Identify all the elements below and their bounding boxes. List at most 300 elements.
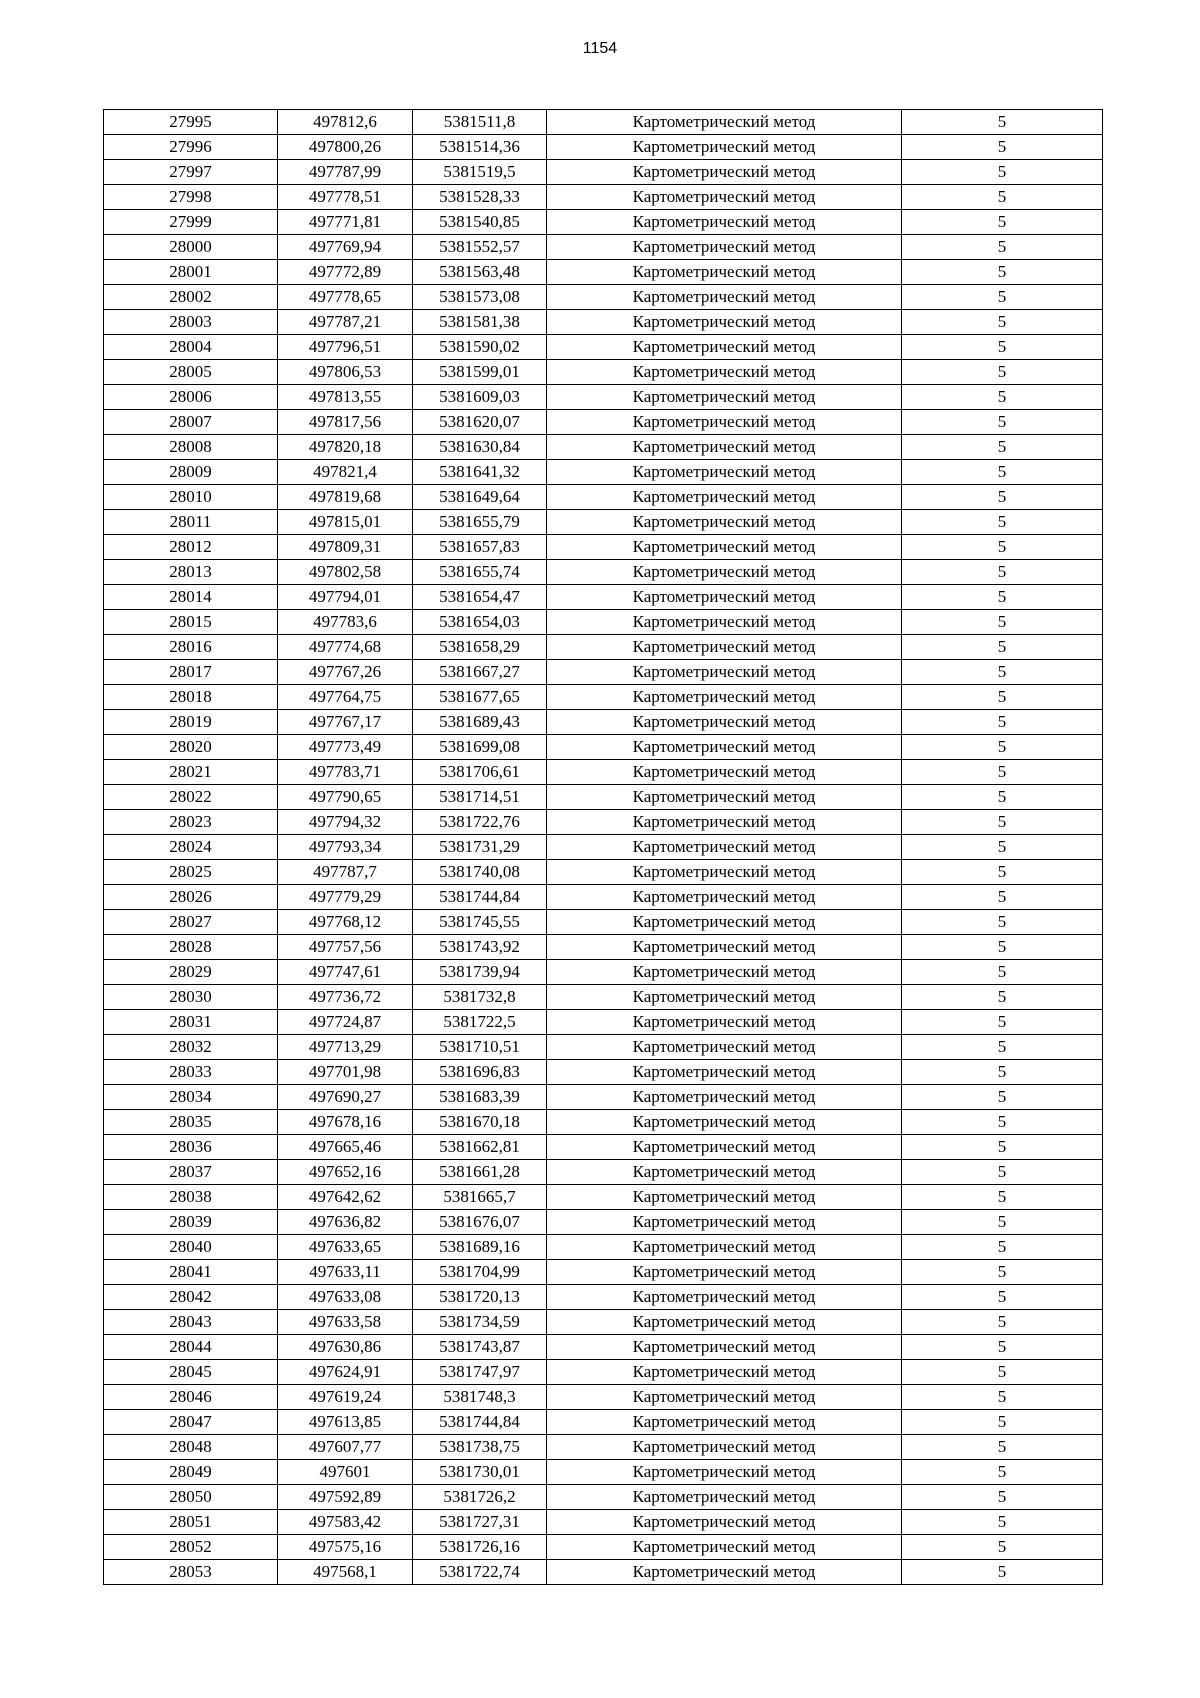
accuracy-cell: 5 [902,485,1103,510]
x-coordinate-cell: 497575,16 [278,1535,413,1560]
y-coordinate-cell: 5381519,5 [413,160,547,185]
accuracy-cell: 5 [902,1535,1103,1560]
method-cell: Картометрический метод [547,185,902,210]
point-number-cell: 28028 [104,935,278,960]
table-row [104,910,1103,935]
accuracy-cell: 5 [902,785,1103,810]
y-coordinate-cell: 5381743,87 [413,1335,547,1360]
table-row [104,1310,1103,1335]
method-cell: Картометрический метод [547,1485,902,1510]
point-number-cell: 28020 [104,735,278,760]
x-coordinate-cell: 497630,86 [278,1335,413,1360]
method-cell: Картометрический метод [547,1260,902,1285]
point-number-cell: 28006 [104,385,278,410]
x-coordinate-cell: 497678,16 [278,1110,413,1135]
table-row [104,935,1103,960]
accuracy-cell: 5 [902,635,1103,660]
x-coordinate-cell: 497713,29 [278,1035,413,1060]
point-number-cell: 28033 [104,1060,278,1085]
point-number-cell: 28012 [104,535,278,560]
table-row [104,385,1103,410]
table-row [104,860,1103,885]
x-coordinate-cell: 497665,46 [278,1135,413,1160]
y-coordinate-cell: 5381654,47 [413,585,547,610]
x-coordinate-cell: 497819,68 [278,485,413,510]
method-cell: Картометрический метод [547,535,902,560]
table-row [104,1485,1103,1510]
table-row [104,560,1103,585]
table-row [104,210,1103,235]
table-row [104,960,1103,985]
accuracy-cell: 5 [902,1060,1103,1085]
method-cell: Картометрический метод [547,210,902,235]
accuracy-cell: 5 [902,935,1103,960]
y-coordinate-cell: 5381689,43 [413,710,547,735]
accuracy-cell: 5 [902,1160,1103,1185]
method-cell: Картометрический метод [547,1235,902,1260]
y-coordinate-cell: 5381726,2 [413,1485,547,1510]
x-coordinate-cell: 497624,91 [278,1360,413,1385]
table-row [104,1060,1103,1085]
point-number-cell: 28038 [104,1185,278,1210]
point-number-cell: 28042 [104,1285,278,1310]
table-row [104,585,1103,610]
point-number-cell: 28019 [104,710,278,735]
method-cell: Картометрический метод [547,1035,902,1060]
method-cell: Картометрический метод [547,585,902,610]
accuracy-cell: 5 [902,860,1103,885]
table-row [104,260,1103,285]
table-row [104,1435,1103,1460]
accuracy-cell: 5 [902,1210,1103,1235]
x-coordinate-cell: 497601 [278,1460,413,1485]
x-coordinate-cell: 497771,81 [278,210,413,235]
table-row [104,1235,1103,1260]
point-number-cell: 28003 [104,310,278,335]
table-row [104,1135,1103,1160]
table-row [104,235,1103,260]
accuracy-cell: 5 [902,1360,1103,1385]
accuracy-cell: 5 [902,885,1103,910]
method-cell: Картометрический метод [547,835,902,860]
method-cell: Картометрический метод [547,1535,902,1560]
accuracy-cell: 5 [902,1260,1103,1285]
method-cell: Картометрический метод [547,360,902,385]
accuracy-cell: 5 [902,1310,1103,1335]
table-row [104,1510,1103,1535]
point-number-cell: 28002 [104,285,278,310]
table-row [104,135,1103,160]
point-number-cell: 28036 [104,1135,278,1160]
accuracy-cell: 5 [902,835,1103,860]
method-cell: Картометрический метод [547,135,902,160]
point-number-cell: 28010 [104,485,278,510]
accuracy-cell: 5 [902,760,1103,785]
accuracy-cell: 5 [902,810,1103,835]
method-cell: Картометрический метод [547,1310,902,1335]
x-coordinate-cell: 497633,08 [278,1285,413,1310]
x-coordinate-cell: 497764,75 [278,685,413,710]
x-coordinate-cell: 497701,98 [278,1060,413,1085]
method-cell: Картометрический метод [547,1010,902,1035]
y-coordinate-cell: 5381599,01 [413,360,547,385]
method-cell: Картометрический метод [547,1160,902,1185]
point-number-cell: 28011 [104,510,278,535]
y-coordinate-cell: 5381657,83 [413,535,547,560]
x-coordinate-cell: 497815,01 [278,510,413,535]
y-coordinate-cell: 5381662,81 [413,1135,547,1160]
x-coordinate-cell: 497724,87 [278,1010,413,1035]
y-coordinate-cell: 5381590,02 [413,335,547,360]
point-number-cell: 28043 [104,1310,278,1335]
x-coordinate-cell: 497633,11 [278,1260,413,1285]
point-number-cell: 28044 [104,1335,278,1360]
table-row [104,285,1103,310]
point-number-cell: 27998 [104,185,278,210]
table-row [104,685,1103,710]
table-row [104,1010,1103,1035]
point-number-cell: 28045 [104,1360,278,1385]
method-cell: Картометрический метод [547,1135,902,1160]
point-number-cell: 28024 [104,835,278,860]
accuracy-cell: 5 [902,1560,1103,1585]
x-coordinate-cell: 497747,61 [278,960,413,985]
method-cell: Картометрический метод [547,385,902,410]
point-number-cell: 28018 [104,685,278,710]
method-cell: Картометрический метод [547,110,902,135]
point-number-cell: 28047 [104,1410,278,1435]
point-number-cell: 28023 [104,810,278,835]
y-coordinate-cell: 5381699,08 [413,735,547,760]
accuracy-cell: 5 [902,1235,1103,1260]
y-coordinate-cell: 5381738,75 [413,1435,547,1460]
y-coordinate-cell: 5381511,8 [413,110,547,135]
x-coordinate-cell: 497802,58 [278,560,413,585]
table-row [104,610,1103,635]
point-number-cell: 28009 [104,460,278,485]
method-cell: Картометрический метод [547,285,902,310]
accuracy-cell: 5 [902,385,1103,410]
table-row [104,110,1103,135]
y-coordinate-cell: 5381655,74 [413,560,547,585]
table-row [104,1185,1103,1210]
table-row [104,1335,1103,1360]
accuracy-cell: 5 [902,1460,1103,1485]
y-coordinate-cell: 5381706,61 [413,760,547,785]
accuracy-cell: 5 [902,335,1103,360]
x-coordinate-cell: 497592,89 [278,1485,413,1510]
y-coordinate-cell: 5381740,08 [413,860,547,885]
point-number-cell: 28039 [104,1210,278,1235]
table-row [104,185,1103,210]
accuracy-cell: 5 [902,435,1103,460]
y-coordinate-cell: 5381734,59 [413,1310,547,1335]
x-coordinate-cell: 497793,34 [278,835,413,860]
method-cell: Картометрический метод [547,885,902,910]
x-coordinate-cell: 497796,51 [278,335,413,360]
x-coordinate-cell: 497690,27 [278,1085,413,1110]
y-coordinate-cell: 5381677,65 [413,685,547,710]
method-cell: Картометрический метод [547,485,902,510]
accuracy-cell: 5 [902,1335,1103,1360]
x-coordinate-cell: 497568,1 [278,1560,413,1585]
point-number-cell: 28017 [104,660,278,685]
x-coordinate-cell: 497787,99 [278,160,413,185]
y-coordinate-cell: 5381620,07 [413,410,547,435]
method-cell: Картометрический метод [547,510,902,535]
x-coordinate-cell: 497642,62 [278,1185,413,1210]
accuracy-cell: 5 [902,1085,1103,1110]
y-coordinate-cell: 5381689,16 [413,1235,547,1260]
point-number-cell: 28048 [104,1435,278,1460]
accuracy-cell: 5 [902,185,1103,210]
accuracy-cell: 5 [902,110,1103,135]
point-number-cell: 28035 [104,1110,278,1135]
method-cell: Картометрический метод [547,335,902,360]
point-number-cell: 28031 [104,1010,278,1035]
method-cell: Картометрический метод [547,1210,902,1235]
method-cell: Картометрический метод [547,1285,902,1310]
accuracy-cell: 5 [902,135,1103,160]
accuracy-cell: 5 [902,960,1103,985]
y-coordinate-cell: 5381722,76 [413,810,547,835]
method-cell: Картометрический метод [547,960,902,985]
method-cell: Картометрический метод [547,435,902,460]
method-cell: Картометрический метод [547,785,902,810]
table-row [104,810,1103,835]
point-number-cell: 28026 [104,885,278,910]
table-row [104,760,1103,785]
accuracy-cell: 5 [902,1435,1103,1460]
table-row [104,435,1103,460]
table-row [104,1460,1103,1485]
table-row [104,460,1103,485]
x-coordinate-cell: 497633,58 [278,1310,413,1335]
y-coordinate-cell: 5381540,85 [413,210,547,235]
y-coordinate-cell: 5381658,29 [413,635,547,660]
accuracy-cell: 5 [902,560,1103,585]
x-coordinate-cell: 497812,6 [278,110,413,135]
accuracy-cell: 5 [902,410,1103,435]
table-row [104,485,1103,510]
y-coordinate-cell: 5381665,7 [413,1185,547,1210]
method-cell: Картометрический метод [547,1185,902,1210]
accuracy-cell: 5 [902,360,1103,385]
method-cell: Картометрический метод [547,735,902,760]
point-number-cell: 28053 [104,1560,278,1585]
point-number-cell: 28000 [104,235,278,260]
y-coordinate-cell: 5381744,84 [413,885,547,910]
method-cell: Картометрический метод [547,810,902,835]
x-coordinate-cell: 497633,65 [278,1235,413,1260]
point-number-cell: 28049 [104,1460,278,1485]
point-number-cell: 28037 [104,1160,278,1185]
method-cell: Картометрический метод [547,860,902,885]
x-coordinate-cell: 497809,31 [278,535,413,560]
accuracy-cell: 5 [902,1285,1103,1310]
point-number-cell: 27996 [104,135,278,160]
point-number-cell: 28013 [104,560,278,585]
table-row [104,1260,1103,1285]
point-number-cell: 28034 [104,1085,278,1110]
method-cell: Картометрический метод [547,635,902,660]
accuracy-cell: 5 [902,1035,1103,1060]
method-cell: Картометрический метод [547,910,902,935]
y-coordinate-cell: 5381722,74 [413,1560,547,1585]
accuracy-cell: 5 [902,285,1103,310]
table-row [104,885,1103,910]
x-coordinate-cell: 497820,18 [278,435,413,460]
point-number-cell: 28007 [104,410,278,435]
x-coordinate-cell: 497773,49 [278,735,413,760]
point-number-cell: 28005 [104,360,278,385]
x-coordinate-cell: 497787,21 [278,310,413,335]
y-coordinate-cell: 5381730,01 [413,1460,547,1485]
table-body [104,110,1103,1585]
table-row [104,1085,1103,1110]
y-coordinate-cell: 5381710,51 [413,1035,547,1060]
x-coordinate-cell: 497794,01 [278,585,413,610]
x-coordinate-cell: 497607,77 [278,1435,413,1460]
method-cell: Картометрический метод [547,1435,902,1460]
y-coordinate-cell: 5381747,97 [413,1360,547,1385]
x-coordinate-cell: 497800,26 [278,135,413,160]
y-coordinate-cell: 5381514,36 [413,135,547,160]
x-coordinate-cell: 497767,26 [278,660,413,685]
table-row [104,1560,1103,1585]
method-cell: Картометрический метод [547,1510,902,1535]
x-coordinate-cell: 497783,71 [278,760,413,785]
method-cell: Картометрический метод [547,610,902,635]
y-coordinate-cell: 5381704,99 [413,1260,547,1285]
table-row [104,1110,1103,1135]
x-coordinate-cell: 497772,89 [278,260,413,285]
point-number-cell: 28040 [104,1235,278,1260]
table-row [104,360,1103,385]
accuracy-cell: 5 [902,535,1103,560]
y-coordinate-cell: 5381714,51 [413,785,547,810]
y-coordinate-cell: 5381732,8 [413,985,547,1010]
y-coordinate-cell: 5381727,31 [413,1510,547,1535]
x-coordinate-cell: 497779,29 [278,885,413,910]
table-row [104,660,1103,685]
method-cell: Картометрический метод [547,1560,902,1585]
y-coordinate-cell: 5381670,18 [413,1110,547,1135]
y-coordinate-cell: 5381654,03 [413,610,547,635]
x-coordinate-cell: 497787,7 [278,860,413,885]
x-coordinate-cell: 497736,72 [278,985,413,1010]
method-cell: Картометрический метод [547,260,902,285]
method-cell: Картометрический метод [547,685,902,710]
method-cell: Картометрический метод [547,985,902,1010]
accuracy-cell: 5 [902,210,1103,235]
accuracy-cell: 5 [902,660,1103,685]
method-cell: Картометрический метод [547,1460,902,1485]
method-cell: Картометрический метод [547,760,902,785]
accuracy-cell: 5 [902,1135,1103,1160]
method-cell: Картометрический метод [547,1110,902,1135]
y-coordinate-cell: 5381641,32 [413,460,547,485]
table-row [104,1385,1103,1410]
point-number-cell: 28051 [104,1510,278,1535]
x-coordinate-cell: 497817,56 [278,410,413,435]
y-coordinate-cell: 5381748,3 [413,1385,547,1410]
accuracy-cell: 5 [902,160,1103,185]
x-coordinate-cell: 497636,82 [278,1210,413,1235]
y-coordinate-cell: 5381655,79 [413,510,547,535]
point-number-cell: 28004 [104,335,278,360]
y-coordinate-cell: 5381563,48 [413,260,547,285]
table-row [104,160,1103,185]
accuracy-cell: 5 [902,985,1103,1010]
y-coordinate-cell: 5381739,94 [413,960,547,985]
point-number-cell: 28022 [104,785,278,810]
x-coordinate-cell: 497767,17 [278,710,413,735]
x-coordinate-cell: 497806,53 [278,360,413,385]
method-cell: Картометрический метод [547,310,902,335]
table-row [104,1410,1103,1435]
point-number-cell: 28027 [104,910,278,935]
table-row [104,1360,1103,1385]
y-coordinate-cell: 5381745,55 [413,910,547,935]
x-coordinate-cell: 497794,32 [278,810,413,835]
y-coordinate-cell: 5381573,08 [413,285,547,310]
table-row [104,410,1103,435]
point-number-cell: 28029 [104,960,278,985]
accuracy-cell: 5 [902,710,1103,735]
accuracy-cell: 5 [902,1010,1103,1035]
y-coordinate-cell: 5381744,84 [413,1410,547,1435]
accuracy-cell: 5 [902,1485,1103,1510]
table-row [104,335,1103,360]
point-number-cell: 28052 [104,1535,278,1560]
x-coordinate-cell: 497778,51 [278,185,413,210]
x-coordinate-cell: 497821,4 [278,460,413,485]
table-row [104,735,1103,760]
x-coordinate-cell: 497619,24 [278,1385,413,1410]
accuracy-cell: 5 [902,510,1103,535]
table-row [104,510,1103,535]
point-number-cell: 28025 [104,860,278,885]
y-coordinate-cell: 5381630,84 [413,435,547,460]
method-cell: Картометрический метод [547,1410,902,1435]
accuracy-cell: 5 [902,685,1103,710]
point-number-cell: 28014 [104,585,278,610]
method-cell: Картометрический метод [547,460,902,485]
point-number-cell: 28030 [104,985,278,1010]
page-number: 1154 [582,40,618,57]
method-cell: Картометрический метод [547,1085,902,1110]
method-cell: Картометрический метод [547,660,902,685]
x-coordinate-cell: 497583,42 [278,1510,413,1535]
table-row [104,835,1103,860]
accuracy-cell: 5 [902,460,1103,485]
x-coordinate-cell: 497790,65 [278,785,413,810]
point-number-cell: 28050 [104,1485,278,1510]
x-coordinate-cell: 497783,6 [278,610,413,635]
accuracy-cell: 5 [902,1410,1103,1435]
method-cell: Картометрический метод [547,1060,902,1085]
point-number-cell: 28021 [104,760,278,785]
y-coordinate-cell: 5381731,29 [413,835,547,860]
table-row [104,1285,1103,1310]
table-row [104,1160,1103,1185]
y-coordinate-cell: 5381528,33 [413,185,547,210]
y-coordinate-cell: 5381696,83 [413,1060,547,1085]
table-row [104,1035,1103,1060]
x-coordinate-cell: 497774,68 [278,635,413,660]
y-coordinate-cell: 5381726,16 [413,1535,547,1560]
